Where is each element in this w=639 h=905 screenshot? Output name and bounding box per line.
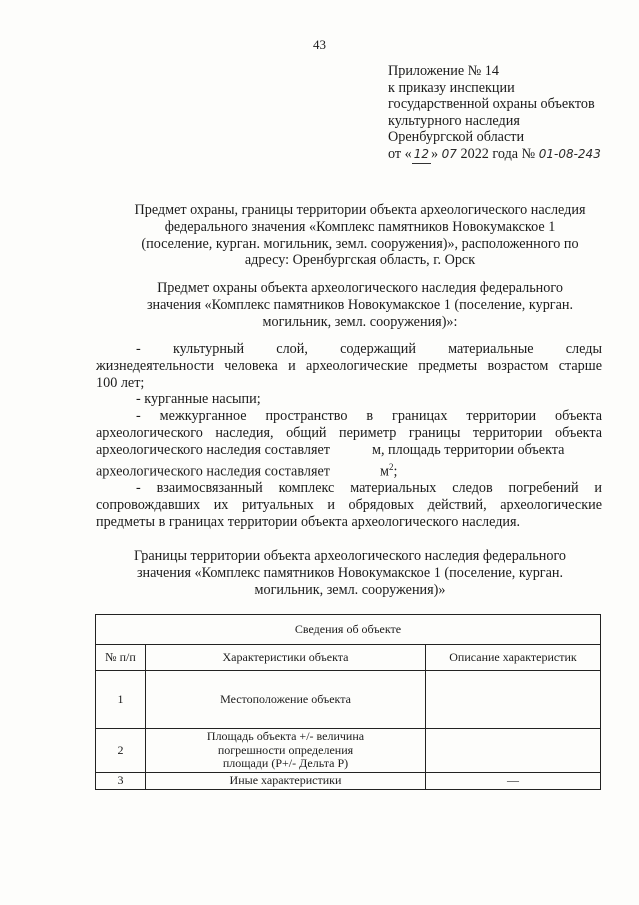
row-description bbox=[426, 729, 600, 772]
appendix-line: к приказу инспекции bbox=[388, 79, 515, 96]
row-description: — bbox=[507, 773, 519, 788]
list-item-line bbox=[96, 459, 602, 481]
header-characteristic: Характеристики объекта bbox=[146, 645, 426, 670]
date-year: 2022 года № bbox=[460, 145, 536, 162]
list-item-line bbox=[96, 442, 602, 459]
protection-subject-title bbox=[120, 280, 600, 330]
bounds-title-line: могильник, земл. сооружения)» bbox=[254, 581, 446, 598]
list-item-line: предметы в границах территории объекта археологического наследия. bbox=[96, 513, 521, 530]
list-item-line: археологического наследия, общий периметр границы территории объекта bbox=[96, 424, 602, 441]
main-title-line: адресу: Оренбургская область, г. Орск bbox=[244, 252, 476, 269]
table-row bbox=[96, 729, 600, 773]
list-item-line: - курганные насыпи; bbox=[136, 391, 261, 408]
main-title-line: Предмет охраны, границы территории объекта археологического наследия bbox=[134, 202, 586, 218]
header-number: № п/п bbox=[96, 645, 146, 670]
characteristic-line: Площадь объекта +/- величина bbox=[206, 729, 365, 744]
perimeter-unit: м, площадь территории объекта bbox=[371, 441, 565, 458]
area-label: археологического наследия составляет bbox=[96, 463, 330, 480]
row-number: 2 bbox=[96, 729, 146, 772]
date-prefix: от « bbox=[388, 145, 412, 162]
appendix-header bbox=[388, 63, 628, 164]
main-title-line: (поселение, курган. могильник, земл. сооружения)», расположенного по bbox=[141, 235, 579, 252]
appendix-line: Оренбургской области bbox=[388, 129, 525, 146]
appendix-line: культурного наследия bbox=[388, 112, 520, 129]
main-title-line: федерального значения «Комплекс памятников Новокумакское 1 bbox=[164, 218, 556, 235]
semicolon: ; bbox=[393, 463, 398, 480]
table-header-row bbox=[96, 645, 600, 671]
characteristic-line: площади (P+/- Дельта P) bbox=[222, 756, 349, 771]
handwritten-month: 07 bbox=[441, 146, 457, 161]
date-sep: » bbox=[431, 145, 439, 162]
row-characteristic: Иные характеристики bbox=[146, 773, 426, 789]
list-item-line: - межкурганное пространство в границах территории объекта bbox=[136, 408, 602, 425]
list-item-line: сопровождавших их ритуальных и обрядовых действий, археологические bbox=[96, 496, 602, 513]
area-unit-superscript: 2 bbox=[388, 461, 394, 472]
row-number: 3 bbox=[96, 773, 146, 789]
list-item-line: - культурный слой, содержащий материальные следы bbox=[136, 341, 602, 357]
handwritten-order-number: 01-08-243 bbox=[538, 146, 601, 161]
row-characteristic: Местоположение объекта bbox=[146, 671, 426, 728]
list-item-line: - взаимосвязанный комплекс материальных следов погребений и bbox=[136, 480, 602, 497]
handwritten-day: 12 bbox=[412, 146, 431, 164]
territory-bounds-title bbox=[100, 548, 600, 598]
main-title bbox=[110, 202, 610, 269]
table-row bbox=[96, 671, 600, 729]
row-characteristic bbox=[146, 729, 426, 772]
table-caption: Сведения об объекте bbox=[294, 621, 402, 636]
list-item-line: 100 лет; bbox=[96, 374, 145, 391]
area-unit: м bbox=[379, 463, 389, 480]
table-caption-row bbox=[96, 615, 600, 645]
row-number: 1 bbox=[96, 671, 146, 728]
appendix-date-line bbox=[388, 146, 628, 164]
bounds-title-line: Границы территории объекта археологического наследия федерального bbox=[133, 548, 567, 564]
subject-title-line: Предмет охраны объекта археологического наследия федерального bbox=[157, 280, 563, 296]
appendix-line: Приложение № 14 bbox=[388, 63, 499, 79]
subject-title-line: могильник, земл. сооружения)»: bbox=[262, 313, 458, 330]
subject-title-line: значения «Комплекс памятников Новокумакское 1 (поселение, курган. bbox=[146, 296, 574, 313]
object-info-table bbox=[95, 614, 601, 790]
characteristic-line: погрешности определения bbox=[217, 742, 354, 757]
header-description: Описание характеристик bbox=[449, 649, 577, 664]
table-row bbox=[96, 773, 600, 789]
page-number: 43 bbox=[313, 37, 326, 52]
list-item-line: жизнедеятельности человека и археологические предметы возрастом старше bbox=[96, 357, 602, 374]
perimeter-label: археологического наследия составляет bbox=[96, 441, 330, 458]
protection-items-list bbox=[96, 341, 602, 531]
row-description bbox=[426, 671, 600, 728]
appendix-line: государственной охраны объектов bbox=[388, 96, 595, 113]
bounds-title-line: значения «Комплекс памятников Новокумакское 1 (поселение, курган. bbox=[136, 564, 564, 581]
